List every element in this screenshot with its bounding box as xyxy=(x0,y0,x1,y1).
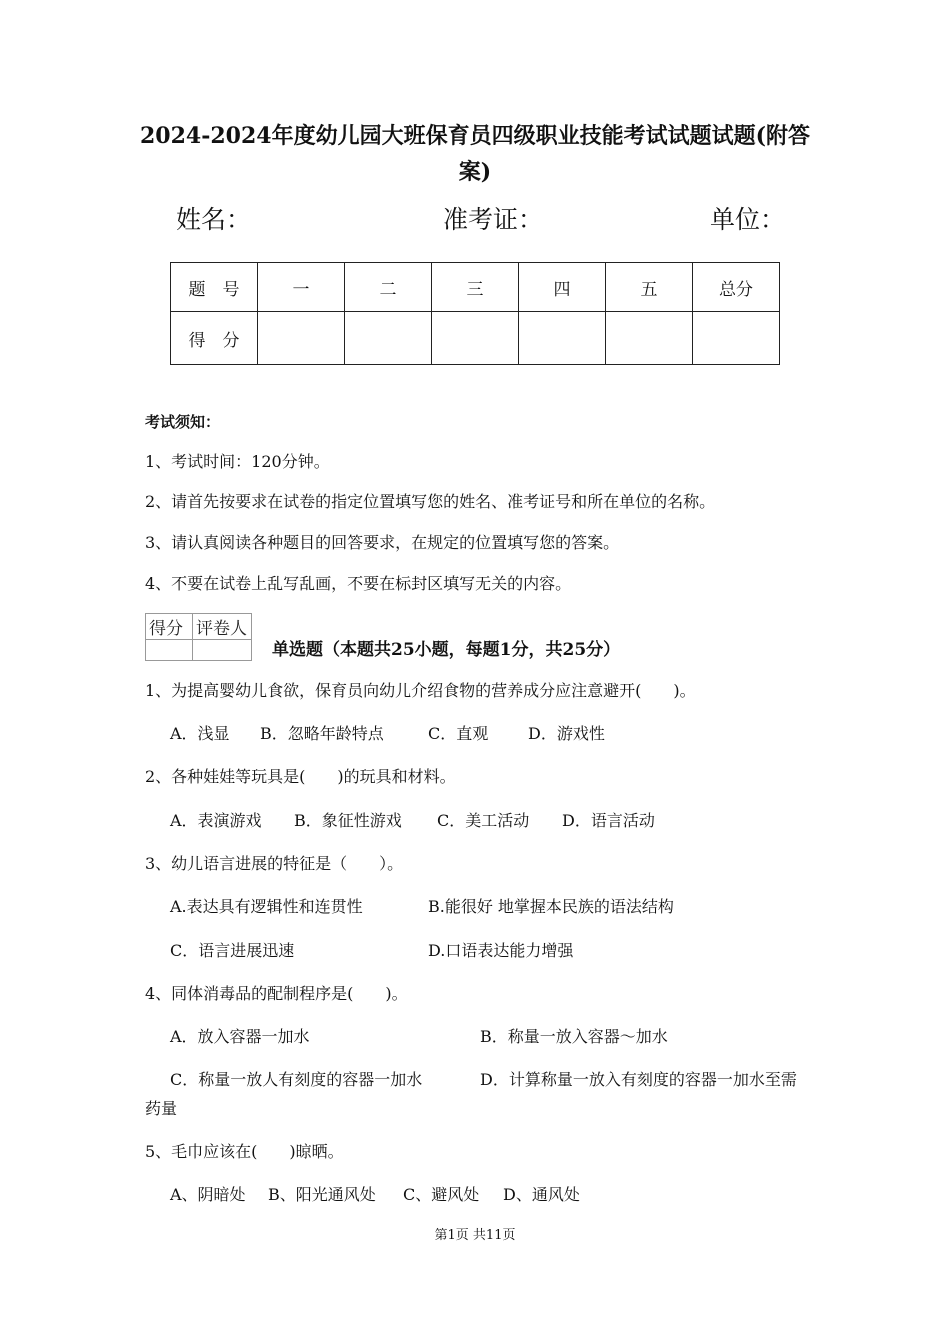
q4-option-d-wrap: 药量 xyxy=(145,1099,178,1118)
score-table-score-row xyxy=(171,312,780,365)
q3-option-b: B.能很好 地掌握本民族的语法结构 xyxy=(428,897,674,916)
q2-option-c: C．美工活动 xyxy=(437,811,530,830)
name-label: 姓名： xyxy=(176,205,252,234)
q5-option-b: B、阳光通风处 xyxy=(268,1185,376,1204)
question-3: 3、幼儿语言进展的特征是（ ）。 xyxy=(145,854,404,873)
header-cell-label: 题 号 xyxy=(171,263,258,312)
exam-id-label: 准考证： xyxy=(443,205,544,234)
section-heading: 单选题（本题共25小题，每题1分，共25分） xyxy=(272,640,621,660)
score-cell-4[interactable] xyxy=(519,312,606,365)
header-cell-3: 三 xyxy=(432,263,519,312)
q3-option-a: A.表达具有逻辑性和连贯性 xyxy=(170,897,363,916)
notice-item-4: 4、不要在试卷上乱写乱画，不要在标封区填写无关的内容。 xyxy=(145,574,572,593)
grader-box-grader-cell[interactable] xyxy=(193,640,252,661)
q5-option-a: A、阴暗处 xyxy=(170,1185,246,1204)
score-table-header-row xyxy=(171,263,780,312)
q4-option-c: C．称量一放人有刻度的容器一加水 xyxy=(170,1070,423,1089)
header-cell-2: 二 xyxy=(345,263,432,312)
score-cell-total[interactable] xyxy=(693,312,780,365)
question-4: 4、同体消毒品的配制程序是( )。 xyxy=(145,984,408,1003)
q3-option-c: C．语言进展迅速 xyxy=(170,941,295,960)
q5-option-d: D、通风处 xyxy=(503,1185,580,1204)
question-1: 1、为提高婴幼儿食欲，保育员向幼儿介绍食物的营养成分应注意避开( )。 xyxy=(145,681,696,700)
q1-option-b: B．忽略年龄特点 xyxy=(260,724,384,743)
q5-option-c: C、避风处 xyxy=(403,1185,480,1204)
notice-heading: 考试须知： xyxy=(145,413,221,431)
title-line-1: 2024-2024年度幼儿园大班保育员四级职业技能考试试题试题(附答 xyxy=(139,123,810,149)
q2-option-a: A．表演游戏 xyxy=(170,811,262,830)
score-cell-5[interactable] xyxy=(606,312,693,365)
q1-option-c: C．直观 xyxy=(428,724,489,743)
q2-option-d: D．语言活动 xyxy=(562,811,655,830)
grader-box xyxy=(145,613,252,661)
header-cell-total: 总分 xyxy=(693,263,780,312)
q4-option-b: B．称量一放入容器～加水 xyxy=(480,1027,668,1046)
unit-label: 单位： xyxy=(710,205,786,234)
q2-option-b: B．象征性游戏 xyxy=(294,811,402,830)
q4-option-d: D．计算称量一放入有刻度的容器一加水至需 xyxy=(480,1070,797,1089)
page-footer: 第1页 共11页 xyxy=(434,1228,516,1243)
grader-box-score-cell[interactable] xyxy=(146,640,193,661)
notice-item-1: 1、考试时间：120分钟。 xyxy=(145,452,330,471)
score-cell-3[interactable] xyxy=(432,312,519,365)
score-cell-1[interactable] xyxy=(258,312,345,365)
question-2: 2、各种娃娃等玩具是( )的玩具和材料。 xyxy=(145,767,456,786)
document-title xyxy=(130,118,820,190)
header-cell-5: 五 xyxy=(606,263,693,312)
score-row-label: 得 分 xyxy=(171,312,258,365)
notice-item-2: 2、请首先按要求在试卷的指定位置填写您的姓名、准考证号和所在单位的名称。 xyxy=(145,492,716,511)
title-line-2: 案) xyxy=(458,159,492,185)
score-cell-2[interactable] xyxy=(345,312,432,365)
header-cell-4: 四 xyxy=(519,263,606,312)
grader-box-score-label: 得分 xyxy=(146,614,193,640)
q1-option-d: D．游戏性 xyxy=(528,724,605,743)
grader-box-grader-label: 评卷人 xyxy=(193,614,252,640)
header-cell-1: 一 xyxy=(258,263,345,312)
q4-option-a: A．放入容器一加水 xyxy=(170,1027,310,1046)
q3-option-d: D.口语表达能力增强 xyxy=(428,941,574,960)
notice-item-3: 3、请认真阅读各种题目的回答要求，在规定的位置填写您的答案。 xyxy=(145,533,620,552)
score-table xyxy=(170,262,780,365)
question-5: 5、毛巾应该在( )晾晒。 xyxy=(145,1142,344,1161)
q1-option-a: A．浅显 xyxy=(170,724,230,743)
